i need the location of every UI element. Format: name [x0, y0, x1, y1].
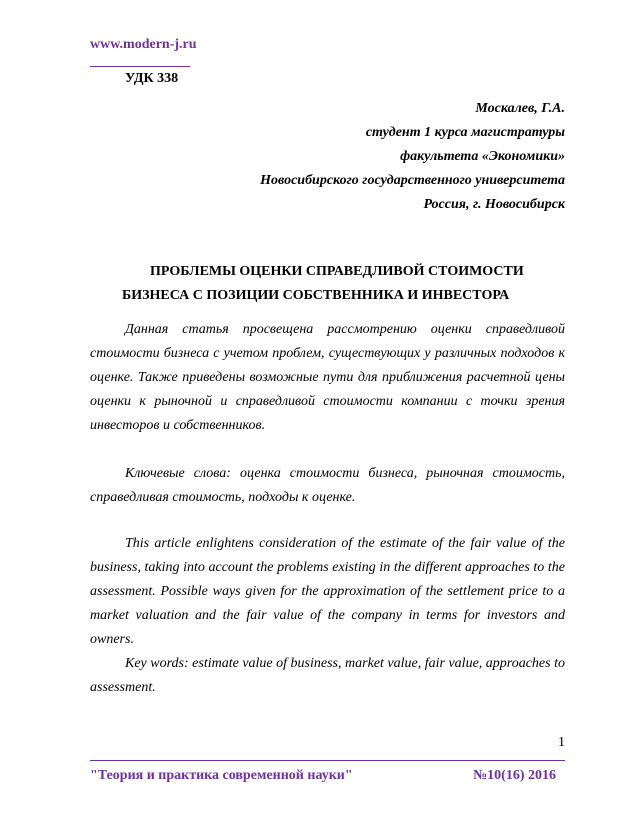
author-name: Москалев, Г.А.	[475, 101, 565, 116]
journal-name: "Теория и практика современной науки"	[90, 768, 353, 783]
abstract-russian: Данная статья просвещена рассмотрению оценки справедливой стоимости бизнеса с учетом проблем, существующих у различных подходов к оценке. Также приведены возможные пути для приближения расчетной цены оценки к рыночной и справедливой стоимости компании с точки зрения инвесторов и собственников.	[90, 322, 565, 433]
author-block	[260, 97, 565, 217]
keywords-english: Key words: estimate value of business, market value, fair value, approaches to assessment.	[90, 656, 565, 695]
udk-code: УДК 338	[125, 71, 179, 86]
journal-issue: №10(16) 2016	[473, 768, 556, 783]
footer-divider	[90, 760, 565, 761]
author-position: студент 1 курса магистратуры	[365, 125, 565, 140]
article-title	[90, 260, 565, 308]
author-university: Новосибирского государственного университета	[260, 173, 565, 188]
title-line-1: ПРОБЛЕМЫ ОЦЕНКИ СПРАВЕДЛИВОЙ СТОИМОСТИ	[150, 264, 524, 279]
page-number: 1	[558, 735, 565, 750]
keywords-russian: Ключевые слова: оценка стоимости бизнеса, рыночная стоимость, справедливая стоимость, подходы к оценке.	[90, 466, 565, 505]
title-line-2: БИЗНЕСА С ПОЗИЦИИ СОБСТВЕННИКА И ИНВЕСТОРА	[122, 288, 510, 303]
author-faculty: факультета «Экономики»	[400, 149, 565, 164]
abstract-english: This article enlightens consideration of the estimate of the fair value of the business, taking into account the problems existing in the different approaches to the assessment. Possible ways given for the approximation of the settlement price to a market valuation and the fair value of the company in terms for investors and owners.	[90, 536, 565, 647]
site-url[interactable]: www.modern-j.ru	[90, 37, 197, 52]
header-divider	[90, 66, 190, 67]
author-location: Россия, г. Новосибирск	[423, 197, 565, 212]
